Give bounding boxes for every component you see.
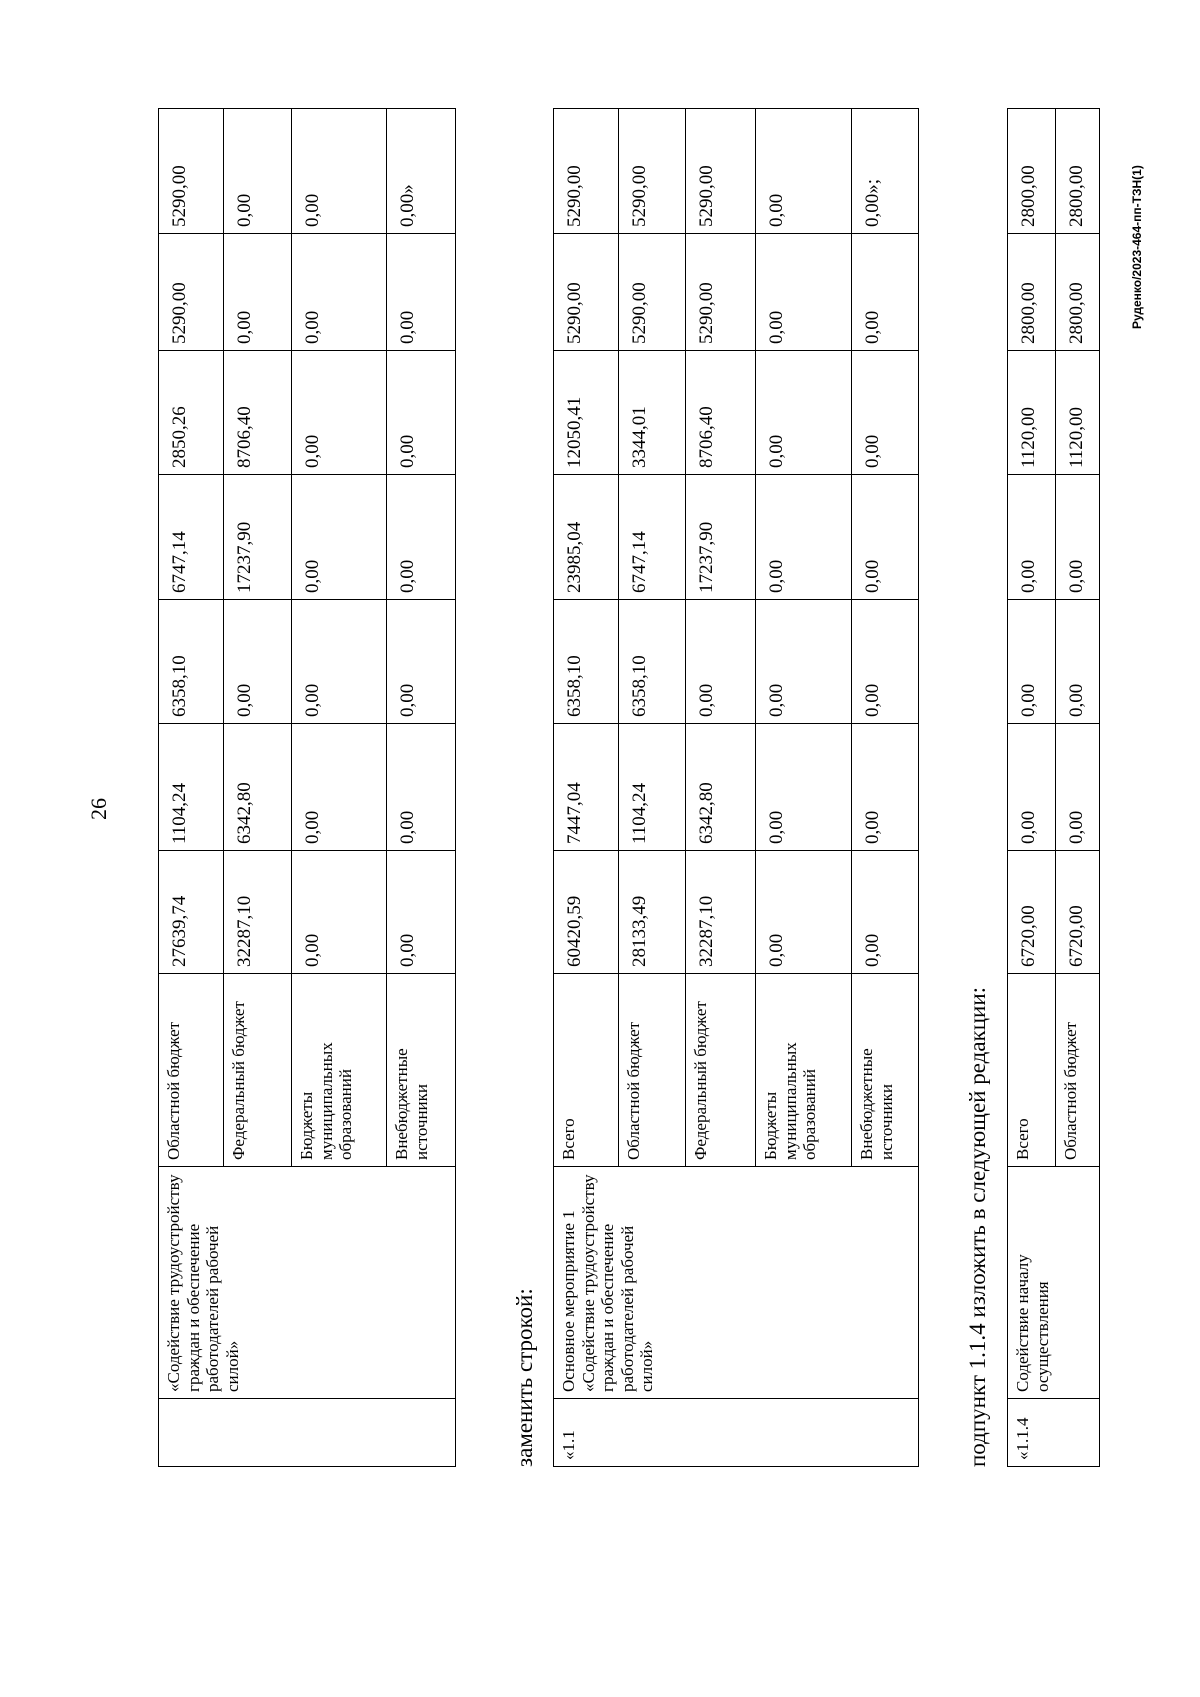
table-cell: 0,00»; — [852, 109, 919, 234]
table-cell: 7447,04 — [554, 724, 619, 851]
table-cell: 0,00 — [387, 724, 456, 851]
table-cell: 0,00 — [1056, 600, 1100, 724]
table-cell: 60420,59 — [554, 851, 619, 974]
table-cell: 0,00 — [756, 234, 852, 351]
table-row — [159, 109, 224, 1467]
table-row — [1008, 109, 1056, 1467]
table-cell: 0,00 — [387, 234, 456, 351]
table-cell: 0,00 — [387, 851, 456, 974]
table-cell: 17237,90 — [224, 475, 292, 600]
table-cell: 2800,00 — [1056, 109, 1100, 234]
table-cell: 0,00 — [292, 109, 387, 234]
table-cell — [159, 1399, 456, 1467]
table-cell: 12050,41 — [554, 351, 619, 475]
table-cell: 0,00 — [852, 600, 919, 724]
table-cell: Содействие началу осуществления — [1008, 1167, 1100, 1399]
table-cell: 0,00 — [756, 475, 852, 600]
table-cell: Внебюджетные источники — [387, 974, 456, 1167]
table-cell: 0,00 — [756, 351, 852, 475]
table-cell: 0,00 — [756, 600, 852, 724]
table-cell: 5290,00 — [619, 109, 686, 234]
table-cell: 0,00 — [1056, 475, 1100, 600]
table-cell: 6720,00 — [1056, 851, 1100, 974]
table-cell: 28133,49 — [619, 851, 686, 974]
table-cell: 0,00 — [1008, 600, 1056, 724]
table-cell: 0,00 — [756, 724, 852, 851]
table-cell: 5290,00 — [686, 109, 756, 234]
table-cell: Бюджеты муниципальных образований — [292, 974, 387, 1167]
table-cell: Областной бюджет — [1056, 974, 1100, 1167]
budget-table-2 — [553, 108, 919, 1467]
table-cell: 0,00 — [686, 600, 756, 724]
table-cell: 0,00 — [292, 600, 387, 724]
table-cell: 6342,80 — [224, 724, 292, 851]
table-cell: 0,00 — [852, 851, 919, 974]
table-cell: 5290,00 — [554, 109, 619, 234]
table-cell: 0,00 — [224, 234, 292, 351]
table-cell: 6358,10 — [619, 600, 686, 724]
table-cell: 23985,04 — [554, 475, 619, 600]
table-cell: 17237,90 — [686, 475, 756, 600]
table-cell: 0,00 — [224, 600, 292, 724]
budget-table-3 — [1007, 108, 1100, 1467]
table-cell: Областной бюджет — [619, 974, 686, 1167]
table-cell: 32287,10 — [224, 851, 292, 974]
table-cell: Всего — [1008, 974, 1056, 1167]
table-cell: 2800,00 — [1008, 109, 1056, 234]
replace-instruction: заменить строкой: — [512, 1288, 537, 1467]
table-cell: 8706,40 — [224, 351, 292, 475]
table-cell: 0,00 — [756, 851, 852, 974]
table-cell: 1104,24 — [159, 724, 224, 851]
table-cell: 0,00 — [1056, 724, 1100, 851]
table-cell: 8706,40 — [686, 351, 756, 475]
table-cell: 5290,00 — [686, 234, 756, 351]
table-cell: 6747,14 — [619, 475, 686, 600]
table-cell: Бюджеты муниципальных образований — [756, 974, 852, 1167]
table-cell: 3344,01 — [619, 351, 686, 475]
table-cell: 0,00 — [292, 851, 387, 974]
table-cell: 6342,80 — [686, 724, 756, 851]
table-cell: 0,00 — [852, 475, 919, 600]
table-cell: 1120,00 — [1056, 351, 1100, 475]
table-cell: 0,00 — [756, 109, 852, 234]
table-cell: 0,00 — [852, 351, 919, 475]
table-cell: 0,00 — [387, 600, 456, 724]
table-cell: 5290,00 — [554, 234, 619, 351]
table-cell: Основное мероприятие 1 «Содействие трудоустройству граждан и обеспечение работодателей рабочей силой» — [554, 1167, 919, 1399]
document-footer: Руденко/2023-464-пп-ТЗН(1) — [1130, 165, 1144, 329]
table-cell: 32287,10 — [686, 851, 756, 974]
table-cell: 2850,26 — [159, 351, 224, 475]
table-cell: 6358,10 — [554, 600, 619, 724]
table-cell: 0,00 — [1008, 724, 1056, 851]
table-cell: 6358,10 — [159, 600, 224, 724]
table-cell: 1104,24 — [619, 724, 686, 851]
table-cell: 0,00 — [852, 234, 919, 351]
table-cell: 6747,14 — [159, 475, 224, 600]
table-cell: Федеральный бюджет — [224, 974, 292, 1167]
table-cell: 6720,00 — [1008, 851, 1056, 974]
table-cell: 1120,00 — [1008, 351, 1056, 475]
budget-table-1 — [158, 108, 456, 1467]
table-cell: «Содействие трудоустройству граждан и обеспечение работодателей рабочей силой» — [159, 1167, 456, 1399]
page-number: 26 — [86, 798, 111, 820]
table-cell: 0,00 — [387, 351, 456, 475]
table-cell: 2800,00 — [1008, 234, 1056, 351]
table-cell: 0,00 — [852, 724, 919, 851]
subitem-instruction: подпункт 1.1.4 изложить в следующей редакции: — [965, 986, 990, 1467]
table-cell: «1.1.4 — [1008, 1399, 1100, 1467]
table-cell: 5290,00 — [159, 109, 224, 234]
table-cell: Областной бюджет — [159, 974, 224, 1167]
table-cell: 0,00 — [292, 234, 387, 351]
table-row — [554, 109, 619, 1467]
table-cell: 0,00 — [1008, 475, 1056, 600]
table-cell: 2800,00 — [1056, 234, 1100, 351]
table-cell: 5290,00 — [159, 234, 224, 351]
table-cell: 27639,74 — [159, 851, 224, 974]
table-cell: 0,00 — [224, 109, 292, 234]
table-cell: Внебюджетные источники — [852, 974, 919, 1167]
table-cell: 0,00 — [292, 351, 387, 475]
table-cell: Всего — [554, 974, 619, 1167]
table-cell: 0,00 — [292, 475, 387, 600]
table-cell: 5290,00 — [619, 234, 686, 351]
table-cell: Федеральный бюджет — [686, 974, 756, 1167]
table-cell: «1.1 — [554, 1399, 919, 1467]
table-cell: 0,00 — [292, 724, 387, 851]
table-cell: 0,00 — [387, 475, 456, 600]
table-cell: 0,00» — [387, 109, 456, 234]
